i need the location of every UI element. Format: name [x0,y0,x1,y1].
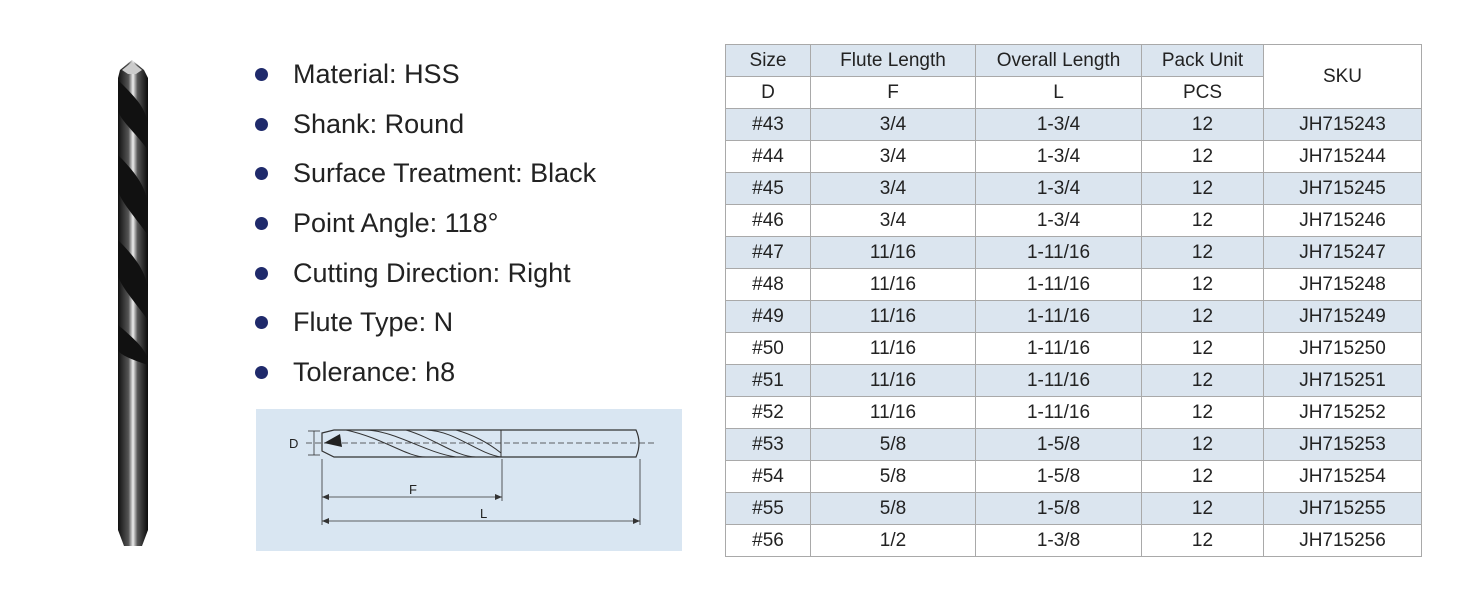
cell-overall-length: 1-5/8 [976,429,1142,461]
cell-flute-length: 11/16 [811,333,976,365]
cell-overall-length: 1-3/8 [976,525,1142,557]
bullet-icon [255,316,268,329]
cell-sku: JH715256 [1264,525,1422,557]
cell-flute-length: 11/16 [811,397,976,429]
cell-overall-length: 1-11/16 [976,397,1142,429]
cell-overall-length: 1-11/16 [976,269,1142,301]
cell-overall-length: 1-11/16 [976,365,1142,397]
table-row [726,269,1422,301]
cell-size: #48 [726,269,811,301]
table-row [726,461,1422,493]
cell-size: #50 [726,333,811,365]
spec-flute-type: Flute Type : N [255,298,596,348]
cell-size: #54 [726,461,811,493]
header-flute-length: Flute Length [811,45,976,77]
cell-size: #47 [726,237,811,269]
table-row [726,205,1422,237]
header-pack-unit: Pack Unit [1142,45,1264,77]
header-overall-unit: L [976,77,1142,109]
cell-size: #46 [726,205,811,237]
cell-overall-length: 1-3/4 [976,205,1142,237]
table-row [726,397,1422,429]
cell-size: #44 [726,141,811,173]
header-flute-unit: F [811,77,976,109]
spec-material: Material : HSS [255,50,596,100]
bullet-icon [255,366,268,379]
cell-pack-unit: 12 [1142,173,1264,205]
bullet-icon [255,217,268,230]
cell-size: #45 [726,173,811,205]
cell-flute-length: 11/16 [811,301,976,333]
header-overall-length: Overall Length [976,45,1142,77]
cell-overall-length: 1-11/16 [976,237,1142,269]
cell-flute-length: 11/16 [811,365,976,397]
cell-sku: JH715254 [1264,461,1422,493]
table-row [726,333,1422,365]
cell-pack-unit: 12 [1142,525,1264,557]
cell-flute-length: 1/2 [811,525,976,557]
cell-pack-unit: 12 [1142,301,1264,333]
cell-flute-length: 11/16 [811,269,976,301]
cell-overall-length: 1-3/4 [976,141,1142,173]
header-size-unit: D [726,77,811,109]
bullet-icon [255,118,268,131]
cell-sku: JH715253 [1264,429,1422,461]
table-body [726,109,1422,557]
header-size: Size [726,45,811,77]
cell-sku: JH715244 [1264,141,1422,173]
cell-pack-unit: 12 [1142,237,1264,269]
cell-sku: JH715246 [1264,205,1422,237]
cell-sku: JH715252 [1264,397,1422,429]
spec-surface-treatment: Surface Treatment : Black [255,149,596,199]
table-row [726,525,1422,557]
cell-pack-unit: 12 [1142,205,1264,237]
label-d: D [289,436,299,451]
cell-size: #55 [726,493,811,525]
cell-pack-unit: 12 [1142,141,1264,173]
table-row [726,365,1422,397]
table-row [726,109,1422,141]
table-row [726,237,1422,269]
cell-size: #52 [726,397,811,429]
cell-overall-length: 1-3/4 [976,109,1142,141]
cell-sku: JH715255 [1264,493,1422,525]
cell-flute-length: 3/4 [811,109,976,141]
cell-size: #56 [726,525,811,557]
spec-list [255,50,596,397]
cell-sku: JH715250 [1264,333,1422,365]
table-row [726,173,1422,205]
cell-flute-length: 5/8 [811,461,976,493]
cell-overall-length: 1-11/16 [976,301,1142,333]
header-pack-unit-sub: PCS [1142,77,1264,109]
table-row [726,301,1422,333]
cell-pack-unit: 12 [1142,269,1264,301]
cell-sku: JH715243 [1264,109,1422,141]
cell-sku: JH715251 [1264,365,1422,397]
table-row [726,141,1422,173]
cell-overall-length: 1-5/8 [976,461,1142,493]
cell-pack-unit: 12 [1142,397,1264,429]
spec-cutting-direction: Cutting Direction : Right [255,248,596,298]
drill-bit-image [108,60,158,550]
cell-sku: JH715245 [1264,173,1422,205]
cell-size: #43 [726,109,811,141]
table-row [726,493,1422,525]
cell-overall-length: 1-3/4 [976,173,1142,205]
spec-point-angle: Point Angle : 118° [255,199,596,249]
dimension-diagram [256,409,682,551]
spec-tolerance: Tolerance : h8 [255,348,596,398]
cell-size: #53 [726,429,811,461]
cell-flute-length: 11/16 [811,237,976,269]
spec-table [725,44,1422,557]
cell-flute-length: 3/4 [811,173,976,205]
cell-flute-length: 5/8 [811,429,976,461]
cell-size: #49 [726,301,811,333]
cell-overall-length: 1-11/16 [976,333,1142,365]
table-row [726,429,1422,461]
spec-shank: Shank : Round [255,100,596,150]
cell-pack-unit: 12 [1142,493,1264,525]
cell-sku: JH715249 [1264,301,1422,333]
table-header-row [726,45,1422,77]
cell-sku: JH715247 [1264,237,1422,269]
bullet-icon [255,267,268,280]
cell-pack-unit: 12 [1142,109,1264,141]
cell-flute-length: 3/4 [811,141,976,173]
cell-pack-unit: 12 [1142,429,1264,461]
cell-pack-unit: 12 [1142,333,1264,365]
cell-overall-length: 1-5/8 [976,493,1142,525]
label-f: F [409,482,417,497]
label-l: L [480,506,488,521]
cell-flute-length: 3/4 [811,205,976,237]
cell-sku: JH715248 [1264,269,1422,301]
drill-outline-drawing [256,409,682,551]
cell-pack-unit: 12 [1142,365,1264,397]
bullet-icon [255,167,268,180]
header-sku: SKU [1264,45,1422,109]
cell-size: #51 [726,365,811,397]
cell-pack-unit: 12 [1142,461,1264,493]
bullet-icon [255,68,268,81]
cell-flute-length: 5/8 [811,493,976,525]
